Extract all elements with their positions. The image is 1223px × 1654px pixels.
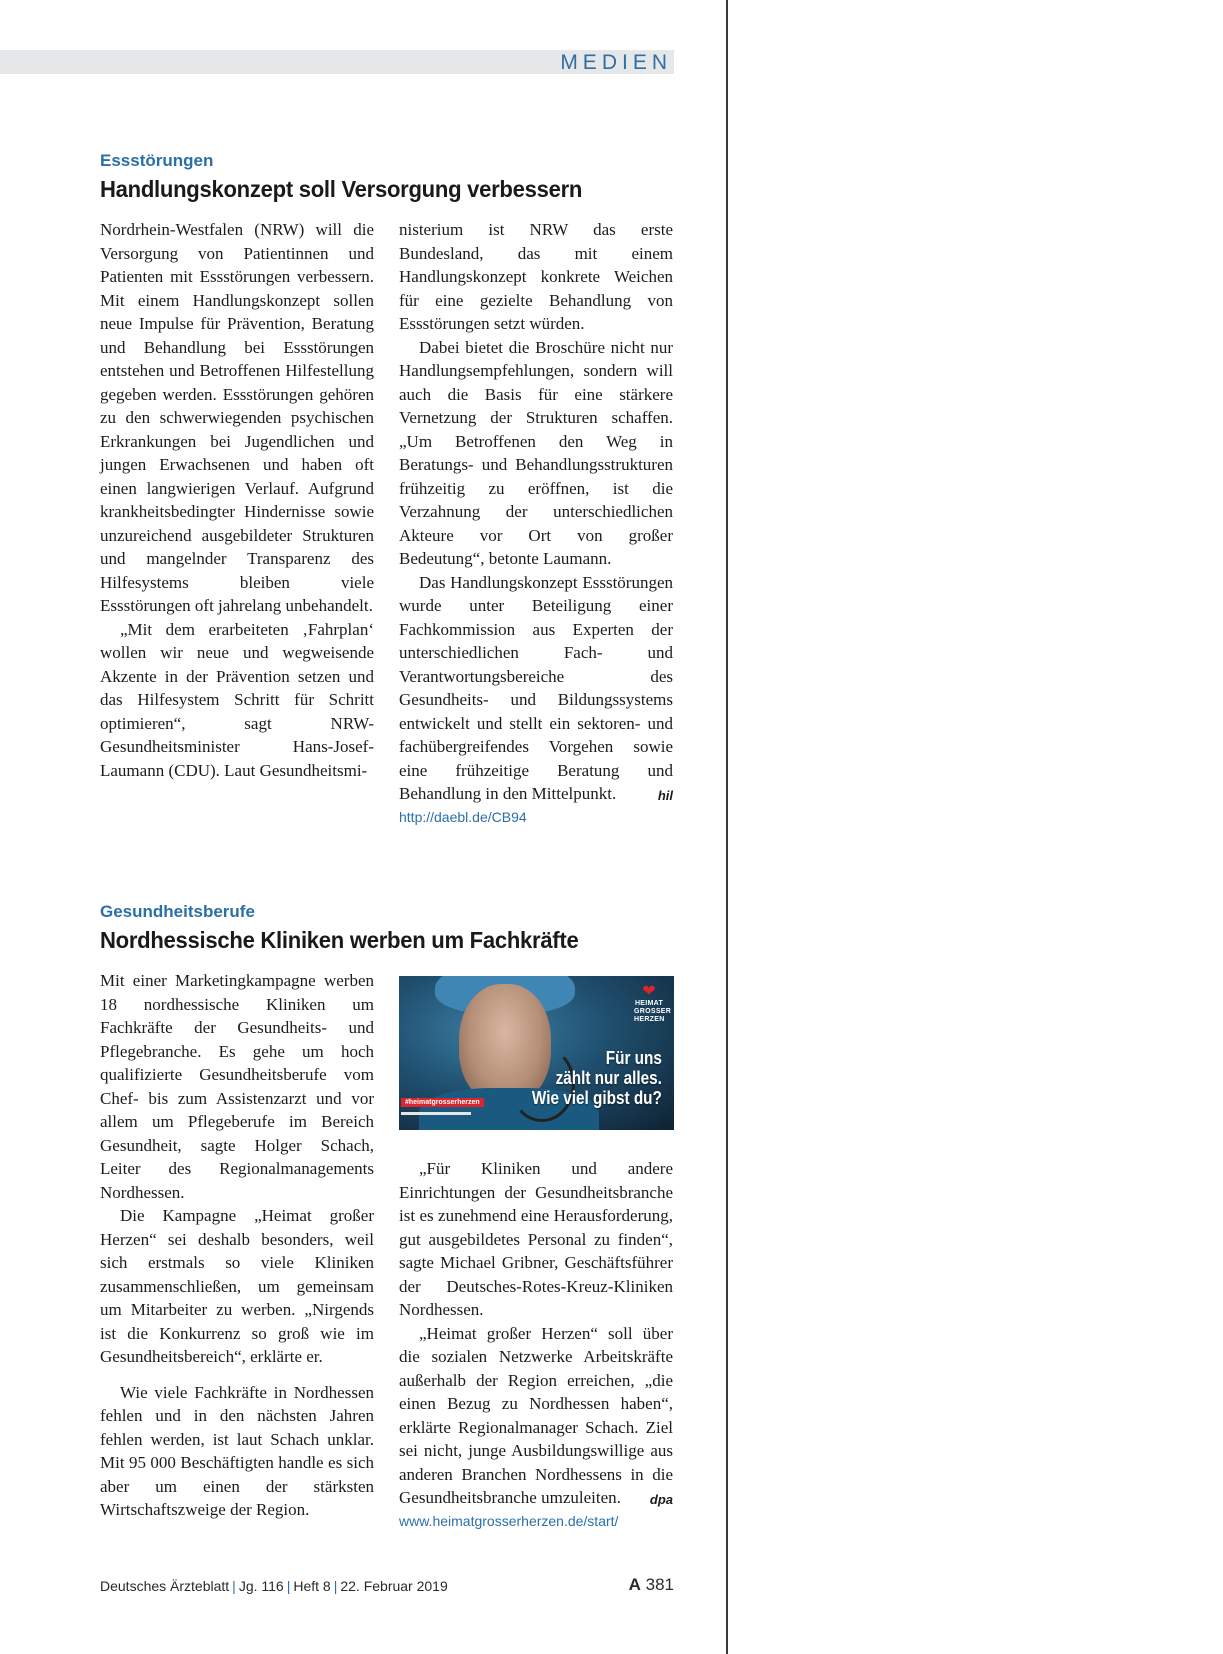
ad-hashtag: #heimatgrosserherzen <box>401 1098 484 1107</box>
slogan-line: Für uns <box>605 1048 662 1068</box>
article2-column-2 <box>399 1157 673 1533</box>
journal-issue: Heft 8 <box>293 1578 331 1594</box>
paragraph: nisterium ist NRW das erste Bundesland, das mit einem Handlungskonzept konkrete Weichen für eine gezielte Behandlung von Essstörungen setzt würden. <box>399 220 673 333</box>
footer-separator: | <box>333 1578 338 1594</box>
article2-headline: Nordhessische Kliniken werben um Fachkräfte <box>100 927 579 953</box>
article1-kicker: Essstörungen <box>100 151 214 170</box>
ad-strip <box>401 1112 471 1115</box>
paragraph: Mit einer Marketingkampagne werben 18 nordhessische Kliniken um Fachkräfte der Gesundheits- und Pflegebranche. Es gehe um hoch qualifizierte Gesundheitsberufe vom Chef- bis zum Assistenzarzt und vor allem um Pflegeberufe im Bereich Gesundheit, sagte Holger Schach, Leiter des Regionalmanagements Nordhessen. <box>100 971 374 1202</box>
article1-headline: Handlungskonzept soll Versorgung verbessern <box>100 176 583 202</box>
paragraph <box>399 1322 673 1510</box>
logo-text: HERZEN <box>634 1016 665 1023</box>
author-signature: hil <box>657 788 673 803</box>
slogan-line: Wie viel gibst du? <box>532 1088 662 1108</box>
paragraph: Die Kampagne „Heimat großer Herzen“ sei deshalb besonders, weil sich erstmals so viele Kliniken zusammenschließen, um gemeinsam um Mitarbeiter zu werben. „Nirgends ist die Konkurrenz so groß wie im Gesundheitsbereich“, erklärte er. <box>100 1206 374 1366</box>
paragraph: „Für Kliniken und andere Einrichtungen der Gesundheitsbranche ist es zunehmend eine Herausforderung, gut ausgebildetes Personal zu finden“, sagte Michael Gribner, Geschäftsführer der Deutsches-Rotes-Kreuz-Kliniken Nordhessen. <box>399 1159 673 1319</box>
paragraph: Wie viele Fachkräfte in Nordhessen fehlen und in den nächsten Jahren fehlen werden, ist laut Schach unklar. Mit 95 000 Beschäftigten handle es sich aber um einen der stärksten Wirtschaftszweige der Region. <box>100 1382 374 1519</box>
page-prefix: A <box>628 1575 641 1594</box>
paragraph-text: Das Handlungskonzept Essstörungen wurde unter Beteiligung einer Fachkommission aus Experten der unterschiedlichen Fach- und Verantwortungsbereiche des Gesundheits- und Bildungssystems entwickelt und stellt ein sektoren- und fachübergreifendes Vorgehen sowie eine frühzeitige Beratung und Behandlung in den Mittelpunkt. <box>399 572 673 803</box>
paragraph <box>399 571 673 806</box>
paragraph: „Mit dem erarbeiteten ‚Fahrplan‘ wollen wir neue und wegweisende Akzente in der Prävention setzen und das Hilfesystem Schritt für Schritt optimieren“, sagt NRW-Gesundheitsminister Hans-Josef-Laumann (CDU). Laut Gesundheitsmi- <box>100 619 374 780</box>
article1-column-2 <box>399 218 673 829</box>
article1-column-1 <box>100 218 374 782</box>
page-edge-rule <box>726 0 728 1654</box>
paragraph: Nordrhein-Westfalen (NRW) will die Versorgung von Patientinnen und Patienten mit Essstörungen verbessern. Mit einem Handlungskonzept sollen neue Impulse für Prävention, Beratung und Behandlung bei Essstörungen entstehen und Betroffenen Hilfestellung gegeben werden. Essstörungen gehören zu den schwerwiegenden psychischen Erkrankungen bei Jugendlichen und jungen Erwachsenen und haben oft einen langwierigen Verlauf. Aufgrund krankheitsbedingter Hindernisse sowie unzureichend ausgebildeter Strukturen und mangelnder Transparenz des Hilfesystems bleiben viele Essstörungen oft jahrelang unbehandelt. <box>100 220 374 615</box>
section-header-bar <box>0 50 674 74</box>
footer-separator: | <box>232 1578 236 1594</box>
article1-link[interactable]: http://daebl.de/CB94 <box>399 808 527 825</box>
heart-icon: ❤ <box>642 983 656 1000</box>
page-number-value: 381 <box>645 1575 674 1594</box>
ad-slogan <box>532 1048 662 1108</box>
journal-volume: Jg. 116 <box>238 1578 284 1594</box>
author-signature: dpa <box>649 1492 673 1507</box>
article2-column-1 <box>100 969 374 1522</box>
issue-date: 22. Februar 2019 <box>340 1578 448 1594</box>
journal-name: Deutsches Ärzteblatt <box>100 1578 230 1594</box>
logo-text: HEIMAT <box>634 1000 664 1007</box>
paragraph: Dabei bietet die Broschüre nicht nur Handlungsempfehlungen, sondern will auch die Basis für eine stärkere Vernetzung der Strukturen schaffen. „Um Betroffenen den Weg in Beratungs- und Behandlungsstrukturen frühzeitig zu eröffnen, ist die Verzahnung der unterschiedlichen Akteure vor Ort von großer Bedeutung“, betonte Laumann. <box>399 337 673 568</box>
article2-kicker: Gesundheitsberufe <box>100 902 255 921</box>
campaign-logo <box>634 983 672 1024</box>
slogan-line: zählt nur alles. <box>555 1068 662 1088</box>
paragraph-text: „Heimat großer Herzen“ soll über die sozialen Netzwerke Arbeitskräfte außerhalb der Region erreichen, „die einen Bezug zu Nordhessen haben“, erklärte Regionalmanager Schach. Ziel sei nicht, junge Ausbildungswillige aus anderen Branchen Nordhessens in die Gesundheitsbranche umzuleiten. <box>399 1323 673 1507</box>
article2-link[interactable]: www.heimatgrosserherzen.de/start/ <box>399 1512 619 1529</box>
logo-text: GROSSER <box>634 1008 672 1015</box>
section-label: MEDIEN <box>560 51 672 74</box>
campaign-ad-image <box>399 976 674 1130</box>
page-number <box>629 1575 674 1595</box>
page-footer <box>100 1575 674 1594</box>
footer-separator: | <box>286 1578 291 1594</box>
